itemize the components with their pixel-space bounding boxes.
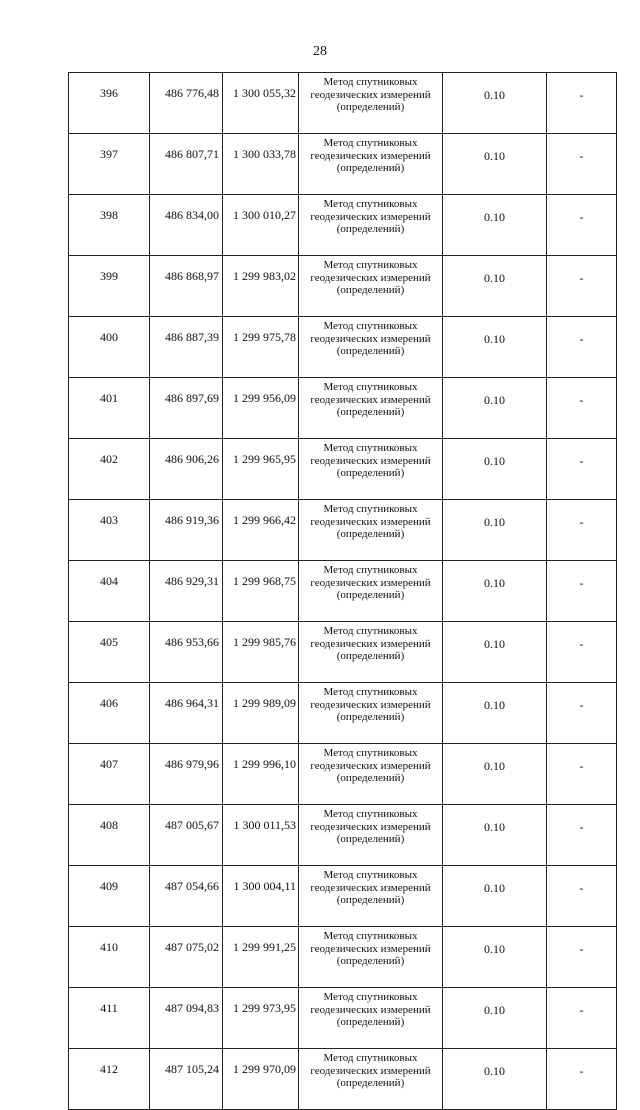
point-number-cell: 410 [69,927,150,988]
y-coordinate-cell: 1 299 973,95 [223,988,299,1049]
x-coordinate-cell: 486 919,36 [150,500,223,561]
note-cell: - [547,1049,617,1110]
method-line: (определений) [336,711,405,723]
table-row [69,927,617,988]
method-line: (определений) [336,1016,405,1028]
method-cell [299,683,443,744]
note-cell: - [547,256,617,317]
note-cell: - [547,317,617,378]
accuracy-cell: 0.10 [443,317,547,378]
accuracy-cell: 0.10 [443,805,547,866]
y-coordinate-cell: 1 300 011,53 [223,805,299,866]
table-row [69,500,617,561]
note-cell: - [547,500,617,561]
note-cell: - [547,866,617,927]
accuracy-cell: 0.10 [443,988,547,1049]
y-coordinate-cell: 1 299 975,78 [223,317,299,378]
x-coordinate-cell: 487 054,66 [150,866,223,927]
method-cell [299,561,443,622]
method-line: геодезических измерений [310,942,431,955]
table-row [69,805,617,866]
point-number-cell: 412 [69,1049,150,1110]
method-cell [299,866,443,927]
point-number-cell: 404 [69,561,150,622]
method-cell [299,134,443,195]
page-number: 28 [313,44,327,59]
x-coordinate-cell: 487 094,83 [150,988,223,1049]
table-row [69,134,617,195]
note-cell: - [547,805,617,866]
method-cell [299,195,443,256]
note-cell: - [547,988,617,1049]
accuracy-cell: 0.10 [443,439,547,500]
x-coordinate-cell: 486 964,31 [150,683,223,744]
point-number-cell: 405 [69,622,150,683]
accuracy-cell: 0.10 [443,561,547,622]
x-coordinate-cell: 486 807,71 [150,134,223,195]
method-line: Метод спутниковых [323,503,418,515]
y-coordinate-cell: 1 299 968,75 [223,561,299,622]
point-number-cell: 396 [69,73,150,134]
method-line: (определений) [336,162,405,174]
y-coordinate-cell: 1 299 996,10 [223,744,299,805]
method-line: геодезических измерений [310,637,431,650]
x-coordinate-cell: 486 929,31 [150,561,223,622]
method-line: (определений) [336,589,405,601]
note-cell: - [547,927,617,988]
x-coordinate-cell: 486 953,66 [150,622,223,683]
table-row [69,683,617,744]
method-cell [299,500,443,561]
accuracy-cell: 0.10 [443,195,547,256]
method-line: геодезических измерений [310,698,431,711]
method-cell [299,378,443,439]
method-line: геодезических измерений [310,576,431,589]
accuracy-cell: 0.10 [443,378,547,439]
accuracy-cell: 0.10 [443,1049,547,1110]
method-line: Метод спутниковых [323,930,418,942]
method-line: геодезических измерений [310,88,431,101]
accuracy-cell: 0.10 [443,744,547,805]
method-line: (определений) [336,1077,405,1089]
method-line: (определений) [336,345,405,357]
y-coordinate-cell: 1 299 989,09 [223,683,299,744]
method-line: (определений) [336,528,405,540]
x-coordinate-cell: 487 075,02 [150,927,223,988]
y-coordinate-cell: 1 299 985,76 [223,622,299,683]
x-coordinate-cell: 487 105,24 [150,1049,223,1110]
method-line: (определений) [336,101,405,113]
note-cell: - [547,744,617,805]
x-coordinate-cell: 486 834,00 [150,195,223,256]
method-line: Метод спутниковых [323,991,418,1003]
method-cell [299,317,443,378]
point-number-cell: 408 [69,805,150,866]
note-cell: - [547,378,617,439]
x-coordinate-cell: 486 868,97 [150,256,223,317]
table-row [69,73,617,134]
table-row [69,256,617,317]
point-number-cell: 402 [69,439,150,500]
y-coordinate-cell: 1 299 966,42 [223,500,299,561]
table-row [69,988,617,1049]
note-cell: - [547,134,617,195]
method-line: Метод спутниковых [323,198,418,210]
method-line: (определений) [336,894,405,906]
method-line: геодезических измерений [310,332,431,345]
method-line: геодезических измерений [310,1003,431,1016]
method-line: (определений) [336,772,405,784]
accuracy-cell: 0.10 [443,134,547,195]
accuracy-cell: 0.10 [443,256,547,317]
x-coordinate-cell: 486 979,96 [150,744,223,805]
table-row [69,1049,617,1110]
y-coordinate-cell: 1 299 956,09 [223,378,299,439]
method-line: (определений) [336,650,405,662]
method-line: геодезических измерений [310,1064,431,1077]
note-cell: - [547,683,617,744]
note-cell: - [547,73,617,134]
method-line: (определений) [336,223,405,235]
y-coordinate-cell: 1 299 991,25 [223,927,299,988]
table-row [69,622,617,683]
method-cell [299,622,443,683]
method-line: геодезических измерений [310,393,431,406]
method-line: геодезических измерений [310,454,431,467]
coordinates-table [68,72,617,1110]
method-cell [299,439,443,500]
method-cell [299,256,443,317]
point-number-cell: 403 [69,500,150,561]
method-line: геодезических измерений [310,820,431,833]
method-line: (определений) [336,406,405,418]
table-row [69,439,617,500]
x-coordinate-cell: 486 906,26 [150,439,223,500]
y-coordinate-cell: 1 300 033,78 [223,134,299,195]
table-row [69,317,617,378]
point-number-cell: 400 [69,317,150,378]
y-coordinate-cell: 1 299 970,09 [223,1049,299,1110]
accuracy-cell: 0.10 [443,927,547,988]
method-line: Метод спутниковых [323,808,418,820]
note-cell: - [547,439,617,500]
method-line: Метод спутниковых [323,137,418,149]
note-cell: - [547,561,617,622]
method-line: геодезических измерений [310,271,431,284]
method-line: Метод спутниковых [323,869,418,881]
x-coordinate-cell: 487 005,67 [150,805,223,866]
method-line: Метод спутниковых [323,320,418,332]
point-number-cell: 406 [69,683,150,744]
method-line: Метод спутниковых [323,1052,418,1064]
accuracy-cell: 0.10 [443,866,547,927]
method-line: геодезических измерений [310,149,431,162]
method-line: (определений) [336,833,405,845]
point-number-cell: 399 [69,256,150,317]
method-line: Метод спутниковых [323,259,418,271]
y-coordinate-cell: 1 300 055,32 [223,73,299,134]
x-coordinate-cell: 486 897,69 [150,378,223,439]
point-number-cell: 397 [69,134,150,195]
x-coordinate-cell: 486 776,48 [150,73,223,134]
method-line: геодезических измерений [310,515,431,528]
point-number-cell: 407 [69,744,150,805]
point-number-cell: 398 [69,195,150,256]
method-line: геодезических измерений [310,881,431,894]
method-line: Метод спутниковых [323,381,418,393]
method-line: геодезических измерений [310,210,431,223]
accuracy-cell: 0.10 [443,500,547,561]
method-line: Метод спутниковых [323,76,418,88]
y-coordinate-cell: 1 299 983,02 [223,256,299,317]
method-cell [299,1049,443,1110]
table-row [69,378,617,439]
method-line: (определений) [336,284,405,296]
method-cell [299,927,443,988]
method-cell [299,744,443,805]
method-line: Метод спутниковых [323,442,418,454]
method-line: Метод спутниковых [323,564,418,576]
method-cell [299,73,443,134]
method-line: Метод спутниковых [323,747,418,759]
method-line: геодезических измерений [310,759,431,772]
method-cell [299,988,443,1049]
accuracy-cell: 0.10 [443,622,547,683]
point-number-cell: 401 [69,378,150,439]
table-row [69,866,617,927]
x-coordinate-cell: 486 887,39 [150,317,223,378]
point-number-cell: 409 [69,866,150,927]
y-coordinate-cell: 1 300 010,27 [223,195,299,256]
method-line: (определений) [336,467,405,479]
table-row [69,195,617,256]
method-cell [299,805,443,866]
note-cell: - [547,622,617,683]
table-row [69,561,617,622]
method-line: Метод спутниковых [323,686,418,698]
y-coordinate-cell: 1 300 004,11 [223,866,299,927]
y-coordinate-cell: 1 299 965,95 [223,439,299,500]
method-line: (определений) [336,955,405,967]
accuracy-cell: 0.10 [443,683,547,744]
table-row [69,744,617,805]
point-number-cell: 411 [69,988,150,1049]
accuracy-cell: 0.10 [443,73,547,134]
note-cell: - [547,195,617,256]
method-line: Метод спутниковых [323,625,418,637]
coordinates-table-body [69,73,617,1110]
